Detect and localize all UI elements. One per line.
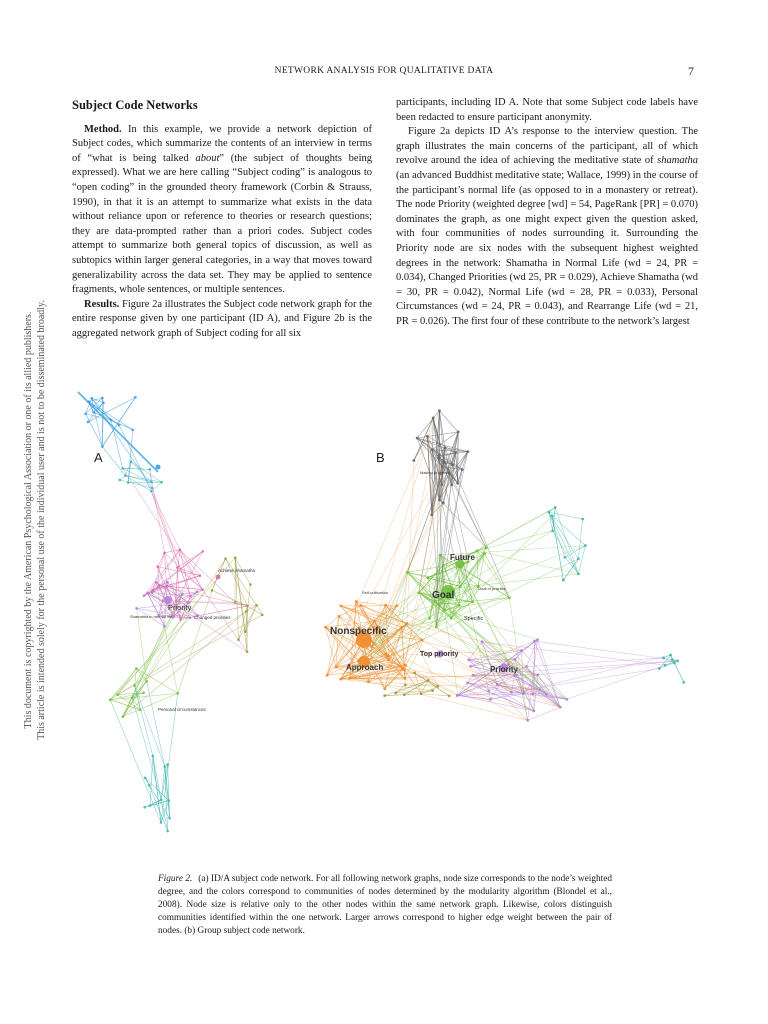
network-node [584, 544, 587, 547]
network-edge [117, 669, 136, 695]
network-edge [436, 627, 567, 699]
network-node [176, 566, 179, 569]
network-node [145, 680, 148, 683]
network-edge [132, 698, 161, 800]
method-paragraph [72, 123, 372, 298]
figure-caption [158, 873, 612, 938]
network-node [510, 691, 513, 694]
network-node [522, 692, 525, 695]
network-node [676, 659, 679, 662]
copyright-notice-line-2: This article is intended solely for the personal use of the individual user and is not to be disseminated broadly. [36, 300, 47, 740]
network-node [428, 617, 431, 620]
network-node [443, 609, 446, 612]
network-node [162, 599, 165, 602]
network-node [496, 683, 499, 686]
network-node [456, 694, 459, 697]
network-node [101, 445, 104, 448]
network-node [133, 685, 136, 688]
network-edge [578, 519, 582, 559]
network-edge [150, 756, 153, 806]
network-node [413, 671, 416, 674]
label-a-shamatha-normal-life: Shamatha in normal life [130, 614, 173, 619]
network-node [427, 679, 430, 682]
network-edge [78, 392, 158, 472]
network-node [189, 616, 192, 619]
network-node [577, 572, 580, 575]
network-node [387, 659, 390, 662]
network-node [131, 696, 134, 699]
network-node [436, 685, 439, 688]
network-node [658, 667, 661, 670]
network-edge [123, 468, 203, 589]
network-node [435, 626, 438, 629]
network-node [348, 677, 351, 680]
network-node [237, 638, 240, 641]
network-node [404, 684, 407, 687]
network-node [514, 658, 517, 661]
network-node [199, 574, 202, 577]
network-node [87, 400, 90, 403]
network-node [400, 626, 403, 629]
network-edge [212, 559, 226, 591]
left-column [72, 96, 372, 342]
method-text-b: ” (the subject of thoughts being expressed). What we are here calling “Subject coding” is analogous to “open coding” in the grounded theory framework (Corbin & Strauss, 1990), in that it is an attempt to summarize what exists in the data without reliance upon or reference to theories or research questions; they are data-prompted rather than a priori codes. Subject codes attempt to summarize both general topics of discussion, as well as subtopics within larger general categories, in a way that moves toward generalizability across the data set. They may be applied to sentence fragments, whole sentences, or multiple sentences. [72, 152, 372, 296]
method-emphasis: about [195, 152, 220, 164]
network-edge [135, 686, 165, 767]
network-edge [456, 453, 458, 484]
network-node [383, 694, 386, 697]
method-label: Method. [84, 123, 122, 135]
network-node [90, 397, 93, 400]
network-node [438, 498, 441, 501]
network-node [450, 617, 453, 620]
right-text-a: Figure 2a depicts ID A’s response to the interview question. The graph illustrates the main concerns of the participant, all of which revolve around the idea of achieving the meditative state of [396, 126, 698, 167]
network-node [426, 435, 429, 438]
network-node [142, 691, 145, 694]
label-b-self-cultivation: Self-cultivation [362, 590, 389, 595]
network-node [135, 667, 138, 670]
network-node [339, 678, 342, 681]
network-edge [123, 468, 150, 469]
network-node [508, 596, 511, 599]
network-edge [110, 611, 246, 699]
network-node [164, 765, 167, 768]
network-node [437, 457, 440, 460]
network-node [682, 681, 685, 684]
network-node [539, 688, 542, 691]
network-node [430, 513, 433, 516]
copyright-side-notice [22, 290, 52, 750]
network-node [246, 605, 249, 608]
network-node [150, 481, 153, 484]
label-b-nonspecific: Nonspecific [330, 626, 387, 637]
network-edge [123, 559, 226, 717]
network-node [87, 421, 90, 424]
network-node [472, 674, 475, 677]
method-text-a: In this example, we provide a network depiction of Subject codes, which summarize the contents of an interview in terms of “what is being talked [72, 123, 372, 164]
label-b-priority: Priority [490, 665, 519, 674]
network-node [155, 581, 158, 584]
network-edge [151, 491, 179, 550]
panel-label-b: B [376, 450, 385, 465]
label-a-personal-circumstances: Personal circumstances [158, 707, 206, 712]
network-node [384, 653, 387, 656]
network-node [148, 468, 151, 471]
network-node [577, 557, 580, 560]
network-node [551, 514, 554, 517]
network-node [244, 630, 247, 633]
network-node [101, 397, 104, 400]
label-a-priority: Priority [168, 603, 192, 612]
network-node [404, 664, 407, 667]
copyright-notice-line-1: This document is copyrighted by the American Psychological Association or one of its allied publishers. [23, 311, 34, 729]
network-node [564, 556, 567, 559]
network-node [135, 607, 138, 610]
network-node [476, 549, 479, 552]
running-title: NETWORK ANALYSIS FOR QUALITATIVE DATA [274, 66, 494, 76]
network-edge [102, 447, 125, 476]
network-node [234, 601, 237, 604]
network-node [359, 604, 362, 607]
network-node [458, 604, 461, 607]
network-node [127, 481, 130, 484]
network-node [151, 591, 154, 594]
network-node [245, 610, 248, 613]
network-node [456, 482, 459, 485]
network-edge [110, 618, 190, 700]
network-node [92, 411, 95, 414]
network-edge [458, 432, 459, 483]
network-node [581, 518, 584, 521]
network-node [469, 665, 472, 668]
network-node [255, 604, 258, 607]
network-node [662, 657, 665, 660]
network-graph-svg [68, 372, 704, 868]
network-edge [93, 403, 103, 412]
network-node [166, 581, 169, 584]
network-node [431, 689, 434, 692]
network-node [513, 674, 516, 677]
network-node [143, 594, 146, 597]
network-edge [132, 617, 173, 697]
network-node [160, 821, 163, 824]
network-edge [164, 553, 202, 590]
label-b-approach: Approach [346, 663, 384, 672]
results-text: Figure 2a illustrates the Subject code network graph for the entire response given by one participant (ID A), and Figure 2b is the aggregated network graph of Subject coding for all six [72, 298, 372, 339]
network-node [443, 461, 446, 464]
network-node [324, 626, 327, 629]
node-a-hub-blue [156, 465, 161, 470]
network-node [168, 817, 171, 820]
network-node [673, 661, 676, 664]
network-edge [477, 531, 553, 551]
network-edge [110, 700, 140, 710]
network-node [525, 665, 528, 668]
network-edge [535, 641, 673, 660]
network-edge [245, 585, 250, 632]
network-node [438, 409, 441, 412]
network-node [444, 446, 447, 449]
network-node [457, 430, 460, 433]
node-a-achieve-shamatha [216, 575, 221, 580]
network-node [124, 474, 127, 477]
network-node [471, 600, 474, 603]
network-node [416, 437, 419, 440]
network-node [664, 664, 667, 667]
shamatha-emphasis: shamatha [657, 155, 698, 167]
network-node [520, 649, 523, 652]
network-node [526, 719, 529, 722]
network-node [532, 692, 535, 695]
network-node [261, 614, 264, 617]
network-node [224, 557, 227, 560]
network-node [118, 424, 121, 427]
network-node [143, 806, 146, 809]
network-node [403, 668, 406, 671]
network-node [246, 650, 249, 653]
network-node [151, 589, 154, 592]
label-b-goal-of-practice: Goal of practice [478, 586, 507, 591]
network-node [420, 692, 423, 695]
network-node [384, 604, 387, 607]
network-node [149, 804, 152, 807]
network-edge [123, 626, 165, 716]
network-node [532, 710, 535, 713]
network-node [371, 645, 374, 648]
figure-caption-text: (a) ID/A subject code network. For all following network graphs, node size corresponds to the node’s weighted degree, and the colors correspond to communities of nodes determined by the modularity algorithm (Blondel et al., 2008). Node size is relative only to the other nodes within the same network graph. Likewise, colors distinguish communities identified within the one network. Larger arrows correspond to higher edge weight between the pair of nodes. (b) Group subject code network. [158, 874, 612, 936]
network-node [459, 585, 462, 588]
network-node [562, 579, 565, 582]
network-edge [445, 463, 487, 548]
network-node [167, 799, 170, 802]
network-node [412, 459, 415, 462]
network-node [134, 396, 137, 399]
network-node [448, 694, 451, 697]
right-column [396, 96, 698, 330]
network-node [545, 693, 548, 696]
network-node [201, 550, 204, 553]
network-node [166, 763, 169, 766]
network-node [144, 777, 147, 780]
network-node [338, 615, 341, 618]
network-node [146, 592, 149, 595]
network-node [234, 556, 237, 559]
network-node [165, 584, 168, 587]
network-edge [147, 681, 165, 766]
network-node [441, 465, 444, 468]
network-node [432, 417, 435, 420]
right-paragraph-2 [396, 125, 698, 329]
section-heading: Subject Code Networks [72, 98, 198, 112]
network-node [404, 677, 407, 680]
label-a-changed-priorities: Changed priorities [194, 615, 231, 620]
network-node [454, 451, 457, 454]
network-node [450, 483, 453, 486]
network-node [403, 693, 406, 696]
network-node [440, 483, 443, 486]
network-node [121, 467, 124, 470]
network-node [150, 490, 153, 493]
network-edge [247, 606, 262, 615]
network-edge [151, 491, 177, 567]
network-node [671, 658, 674, 661]
network-node [156, 565, 159, 568]
network-node [160, 799, 163, 802]
network-node [102, 401, 105, 404]
network-node [536, 673, 539, 676]
network-node [131, 428, 134, 431]
network-node [483, 552, 486, 555]
network-node [442, 564, 445, 567]
network-node [139, 709, 142, 712]
network-node [442, 502, 445, 505]
network-node [355, 600, 358, 603]
network-node [565, 698, 568, 701]
network-edge [549, 512, 565, 557]
network-node [119, 479, 122, 482]
network-node [181, 593, 184, 596]
network-node [559, 706, 562, 709]
network-node [533, 640, 536, 643]
network-node [373, 620, 376, 623]
network-node [383, 687, 386, 690]
right-text-b: (an advanced Buddhist meditative state; Wallace, 1999) in the course of the participant’s normal life (as opposed to in a monastery or retreat). The node Priority (weighted degree [wd] = 54, PageRank [PR] = 0.070) dominates the graph, as one might expect given the question asked, with four communities of nodes surrounding it. Surrounding the Priority node are six nodes with the subsequent highest weighted degrees in the network: Shamatha in Normal Life (wd = 24, PR = 0.034), Changed Priorities (wd 25, PR = 0.029), Achieve Shamatha (wd = 30, PR = 0.042), Normal Life (wd = 28, PR = 0.033), Personal Circumstances (wd = 24, PR = 0.043), and Rearrange Life (wd = 21, PR = 0.026). The first four of these contribute to the network’s largest [396, 169, 698, 327]
network-node [160, 481, 163, 484]
network-node [166, 830, 169, 833]
figure-2-network-graphs [68, 372, 704, 868]
network-node [326, 674, 329, 677]
network-node [152, 755, 155, 758]
network-node [669, 654, 672, 657]
network-node [466, 450, 469, 453]
results-label: Results. [84, 298, 120, 310]
network-node [121, 715, 124, 718]
network-edge [388, 623, 407, 655]
right-paragraph-1: participants, including ID A. Note that some Subject code labels have been redacted to ensure participant anonymity. [396, 97, 698, 123]
network-node [451, 463, 454, 466]
network-node [394, 692, 397, 695]
network-node [461, 468, 464, 471]
network-node [554, 506, 557, 509]
network-node [551, 529, 554, 532]
network-node [116, 693, 119, 696]
network-node [211, 589, 214, 592]
network-edge [445, 448, 509, 598]
network-edge [161, 693, 178, 822]
network-edge [158, 553, 165, 567]
network-node [148, 784, 151, 787]
network-node [339, 604, 342, 607]
network-node [110, 419, 113, 422]
network-node [151, 487, 154, 490]
network-node [179, 618, 182, 621]
network-node [437, 603, 440, 606]
results-paragraph [72, 298, 372, 342]
network-edge [477, 551, 578, 574]
network-node [406, 571, 409, 574]
network-edge [123, 611, 247, 716]
network-node [158, 584, 161, 587]
network-node [189, 595, 192, 598]
network-node [395, 604, 398, 607]
network-node [84, 413, 87, 416]
network-node [405, 622, 408, 625]
network-edge [565, 546, 585, 558]
network-node [547, 511, 550, 514]
network-node [466, 681, 469, 684]
network-node [439, 554, 442, 557]
network-edge [153, 756, 161, 800]
network-node [485, 546, 488, 549]
network-node [130, 460, 133, 463]
network-node [179, 548, 182, 551]
page-number: 7 [688, 64, 694, 78]
network-node [163, 552, 166, 555]
network-edge [414, 436, 428, 460]
label-b-specific: Specific [464, 616, 484, 622]
label-a-achieve-shamatha: Achieve shamatha [218, 568, 256, 573]
network-node [109, 698, 112, 701]
network-node [426, 576, 429, 579]
network-edge [528, 707, 561, 720]
figure-caption-label: Figure 2. [158, 874, 193, 884]
network-node [487, 690, 490, 693]
network-node [536, 638, 539, 641]
label-b-top-priority: Top priority [420, 651, 459, 658]
network-node [196, 590, 199, 593]
network-node [201, 588, 204, 591]
network-node [418, 591, 421, 594]
network-node [335, 666, 338, 669]
network-node [481, 640, 484, 643]
network-node [421, 638, 424, 641]
panel-label-a: A [94, 450, 103, 465]
network-node [438, 454, 441, 457]
label-b-future: Future [450, 553, 475, 562]
network-node [367, 680, 370, 683]
network-node [249, 583, 252, 586]
label-b-making-progress: Making progress [420, 470, 450, 475]
network-node [163, 625, 166, 628]
network-node [176, 692, 179, 695]
network-node [489, 698, 492, 701]
network-node [467, 658, 470, 661]
network-edge [180, 550, 235, 603]
label-b-goal: Goal [432, 590, 455, 601]
network-node [431, 448, 434, 451]
